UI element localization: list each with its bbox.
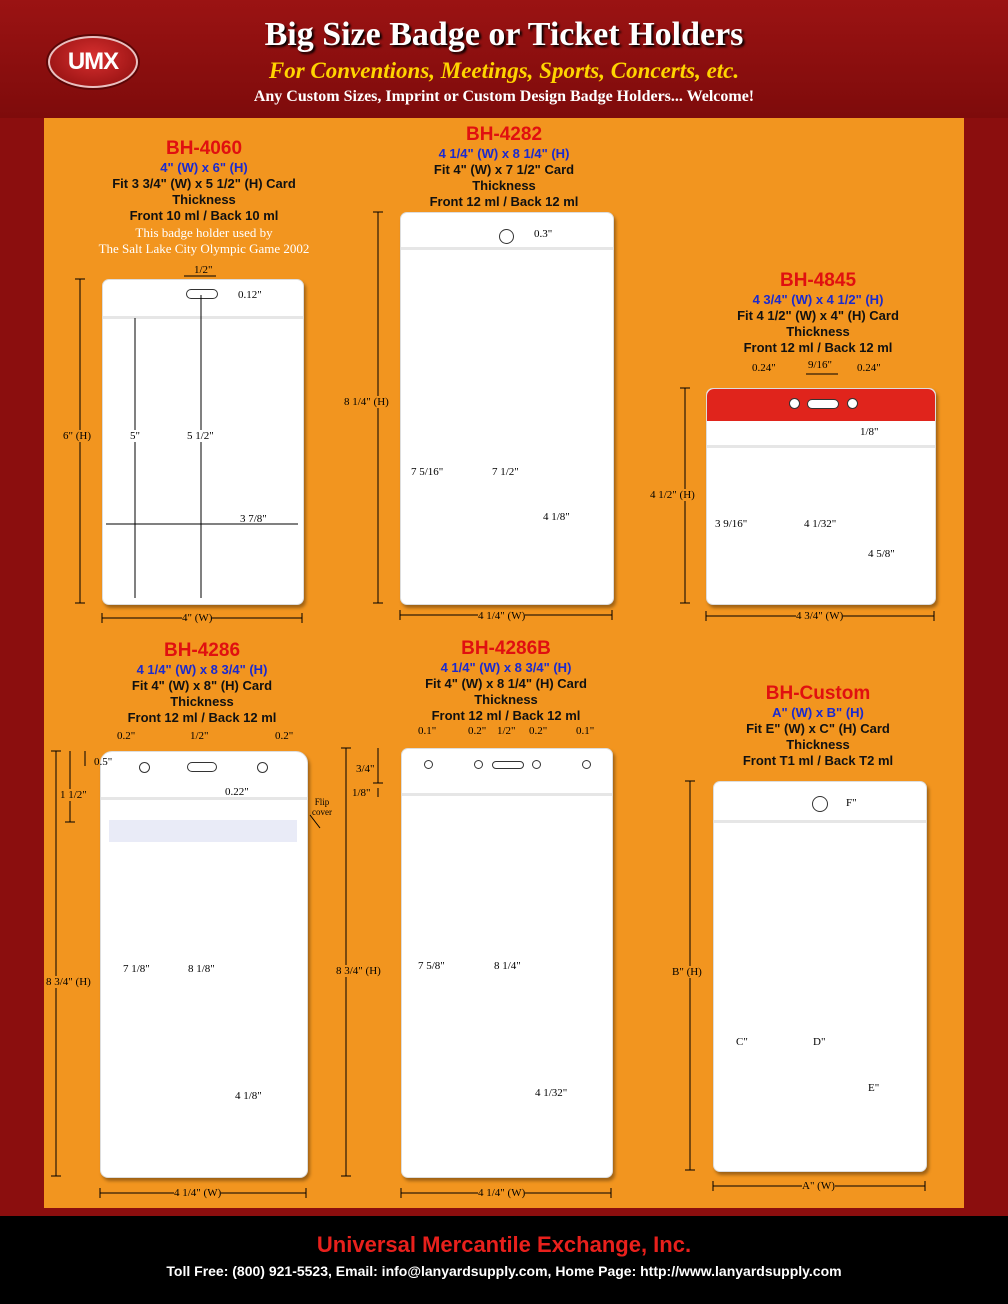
dim-hole-left: 0.24" — [752, 362, 776, 374]
holder-thickness: Thickness — [172, 192, 236, 207]
zip-seal — [101, 797, 307, 800]
contact-info: Toll Free: (800) 921-5523, Email: info@lanyardsupply.com, Home Page: http://www.lanyardsupply.com — [166, 1263, 842, 1279]
dim-slot-width: 1/2" — [194, 264, 213, 276]
badge-holder-bh-custom — [713, 781, 927, 1172]
dim-width: 4 1/4" (W) — [478, 610, 526, 622]
punch-hole — [499, 229, 514, 244]
punch-hole-4 — [582, 760, 591, 769]
holder-code: BH-Custom — [765, 683, 871, 704]
dim-width: 4 1/4" (W) — [174, 1187, 222, 1199]
holder-heading-bh-4845 — [700, 270, 936, 356]
dim-height: 6" (H) — [63, 430, 92, 442]
holder-size: 4" (W) x 6" (H) — [160, 160, 248, 175]
dim-inner-mid: D" — [813, 1036, 826, 1048]
dim-inner-width: 4 1/8" — [235, 1090, 262, 1102]
holder-front-back: Front 12 ml / Back 12 ml — [429, 194, 579, 209]
dim-inner-width: 4 5/8" — [868, 548, 895, 560]
dim-band-top: 1/8" — [860, 426, 879, 438]
holder-heading-bh-4286 — [74, 640, 330, 726]
punch-hole-3 — [532, 760, 541, 769]
dim-hole-right: 0.2" — [275, 730, 294, 742]
holder-front-back: Front T1 ml / Back T2 ml — [742, 753, 894, 768]
page-title: Big Size Badge or Ticket Holders — [264, 16, 744, 53]
holder-front-back: Front 12 ml / Back 12 ml — [431, 708, 581, 723]
holder-code: BH-4286 — [163, 640, 241, 661]
slot-hole — [187, 762, 217, 772]
dim-inner-left: 3 9/16" — [715, 518, 748, 530]
dim-hole-4: 0.1" — [576, 725, 595, 737]
punch-hole-right — [847, 398, 858, 409]
holder-thickness: Thickness — [786, 737, 850, 752]
footer-bar — [0, 1216, 1008, 1304]
dim-hole-1: 0.1" — [418, 725, 437, 737]
dim-hole-2: 0.2" — [468, 725, 487, 737]
holder-heading-bh-custom — [700, 683, 936, 769]
punch-hole-right — [257, 762, 268, 773]
holder-size: 4 1/4" (W) x 8 3/4" (H) — [136, 662, 268, 677]
zip-seal — [401, 247, 613, 250]
flip-cover-label — [312, 797, 332, 817]
dim-slot-top: 0.12" — [238, 289, 262, 301]
dim-zip: 1/8" — [352, 787, 371, 799]
holder-code: BH-4286B — [461, 638, 551, 659]
olympic-note-line2: The Salt Lake City Olympic Game 2002 — [98, 241, 310, 256]
dim-hole-right: 0.24" — [857, 362, 881, 374]
dim-inner-mid: 8 1/8" — [188, 963, 215, 975]
dim-inner-mid: 4 1/32" — [804, 518, 837, 530]
holder-heading-bh-4286b — [378, 638, 634, 724]
punch-hole-1 — [424, 760, 433, 769]
dim-slot-top: 0.22" — [225, 786, 249, 798]
flip-label: Flip — [314, 797, 330, 807]
dim-height: 4 1/2" (H) — [650, 489, 695, 501]
company-name: Universal Mercantile Exchange, Inc. — [316, 1232, 692, 1257]
dim-width: A" (W) — [802, 1180, 835, 1192]
holder-fit: Fit E" (W) x C" (H) Card — [746, 721, 890, 736]
page-subtitle: For Conventions, Meetings, Sports, Concerts, etc. — [268, 58, 740, 83]
holder-code: BH-4060 — [165, 138, 243, 159]
punch-hole-2 — [474, 760, 483, 769]
dim-inner-left: 7 1/8" — [123, 963, 150, 975]
dim-height: 8 3/4" (H) — [46, 976, 91, 988]
holder-size: 4 1/4" (W) x 8 1/4" (H) — [438, 146, 570, 161]
dim-inner-left: C" — [736, 1036, 748, 1048]
holder-thickness: Thickness — [474, 692, 538, 707]
badge-holder-bh-4282 — [400, 212, 614, 605]
holder-front-back: Front 12 ml / Back 12 ml — [127, 710, 277, 725]
punch-hole-left — [789, 398, 800, 409]
holder-fit: Fit 4 1/2" (W) x 4" (H) Card — [737, 308, 899, 323]
dim-width: 4" (W) — [182, 612, 213, 624]
dim-inner-width: 3 7/8" — [240, 513, 267, 525]
holder-size: 4 3/4" (W) x 4 1/2" (H) — [752, 292, 884, 307]
dim-inner-mid: 8 1/4" — [494, 960, 521, 972]
dim-width: 4 3/4" (W) — [796, 610, 844, 622]
dim-hole: 0.3" — [534, 228, 553, 240]
umx-logo: UMX — [48, 36, 138, 88]
zip-seal — [402, 793, 612, 796]
dim-inner-mid: 7 1/2" — [492, 466, 519, 478]
flip-cover — [109, 820, 297, 842]
punch-hole-left — [139, 762, 150, 773]
dim-slot: 1/2" — [190, 730, 209, 742]
dim-hole-left: 0.2" — [117, 730, 136, 742]
punch-hole — [812, 796, 828, 812]
slot-hole — [492, 761, 524, 769]
dim-hole-top: 0.5" — [94, 756, 113, 768]
holder-code: BH-4845 — [779, 270, 857, 291]
dim-height: 8 1/4" (H) — [344, 396, 389, 408]
dim-slot: 9/16" — [808, 359, 833, 371]
holder-fit: Fit 3 3/4" (W) x 5 1/2" (H) Card — [112, 176, 296, 191]
slot-hole — [807, 399, 839, 409]
holder-thickness: Thickness — [786, 324, 850, 339]
dim-top: 3/4" — [356, 763, 375, 775]
holder-fit: Fit 4" (W) x 7 1/2" Card — [433, 162, 575, 177]
dim-inner-left: 7 5/16" — [411, 466, 444, 478]
dim-height: B" (H) — [672, 966, 702, 978]
holder-fit: Fit 4" (W) x 8 1/4" (H) Card — [425, 676, 587, 691]
holder-fit: Fit 4" (W) x 8" (H) Card — [131, 678, 273, 693]
holder-front-back: Front 12 ml / Back 12 ml — [743, 340, 893, 355]
dim-hole-3: 0.2" — [529, 725, 548, 737]
cover-label: cover — [312, 807, 332, 817]
holder-size: A" (W) x B" (H) — [772, 705, 864, 720]
dim-inner-left: 5" — [130, 430, 140, 442]
page-tagline: Any Custom Sizes, Imprint or Custom Design Badge Holders... Welcome! — [253, 88, 755, 105]
dim-slot: 1/2" — [497, 725, 516, 737]
holder-code: BH-4282 — [465, 124, 543, 145]
zip-seal — [707, 445, 935, 448]
dim-inner-width: E" — [868, 1082, 880, 1094]
dim-inner-mid: 5 1/2" — [187, 430, 214, 442]
dim-inner-width: 4 1/8" — [543, 511, 570, 523]
dim-height: 8 3/4" (H) — [336, 965, 381, 977]
badge-holder-bh-4845 — [706, 388, 936, 605]
dim-inner-width: 4 1/32" — [535, 1087, 568, 1099]
dim-flap: 1 1/2" — [60, 789, 87, 801]
holder-thickness: Thickness — [170, 694, 234, 709]
holder-front-back: Front 10 ml / Back 10 ml — [129, 208, 279, 223]
holder-heading-bh-4282 — [376, 124, 632, 210]
dim-inner-left: 7 5/8" — [418, 960, 445, 972]
holder-size: 4 1/4" (W) x 8 3/4" (H) — [440, 660, 572, 675]
holder-thickness: Thickness — [472, 178, 536, 193]
dim-hole: F" — [846, 797, 857, 809]
dim-width: 4 1/4" (W) — [478, 1187, 526, 1199]
zip-seal — [714, 820, 926, 823]
olympic-note-line1: This badge holder used by — [135, 225, 273, 240]
